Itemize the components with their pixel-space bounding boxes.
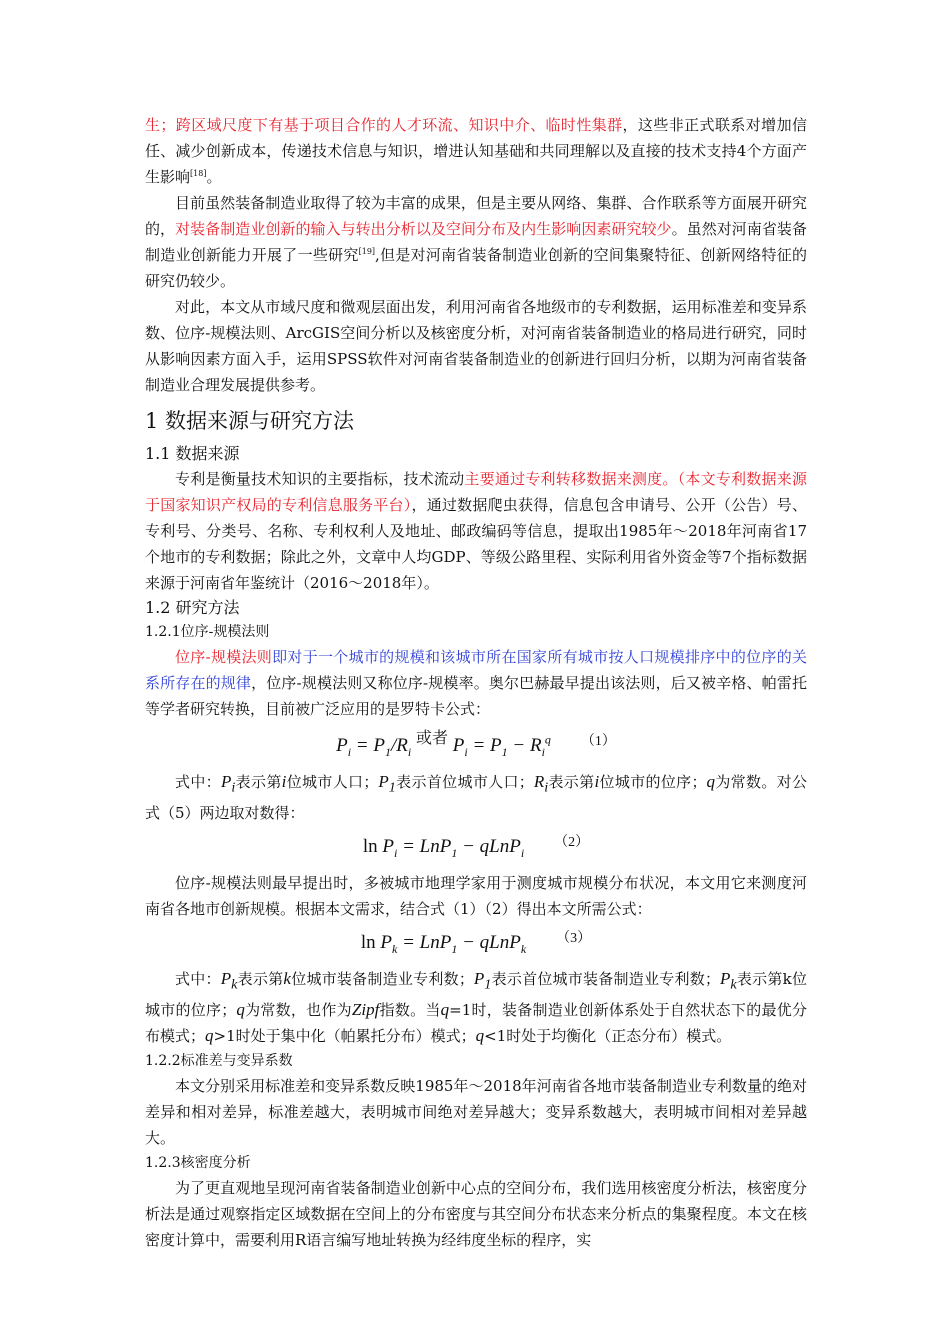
citation-19[interactable]: [19] bbox=[358, 247, 376, 256]
equation-1: $P_i = P_1/R_i$ $^{或者}$ $P_i = P_1 - R_i^q$ $^{(1)}$ bbox=[336, 730, 616, 759]
intro-paragraph-3: 对此，本文从市域尺度和微观层面出发，利用河南省各地级市的专利数据，运用标准差和变异系数、位序-规模法则、ArcGIS空间分析以及核密度分析，对河南省装备制造业的格局进行研究，同时从影响因素方面入手，运用SPSS软件对河南省装备制造业的创新进行回归分析，以期为河南省装备制造业合理发展提供参考。 bbox=[145, 298, 807, 394]
kernel-density-paragraph: 为了更直观地呈现河南省装备制造业创新中心点的空间分布，我们选用核密度分析法，核密度分析法是通过观察指定区域数据在空间上的分布密度与其空间分布状态来分析点的集聚程度。本文在核密度计算中，需要利用R语言编写地址转换为经纬度坐标的程序，实 bbox=[145, 1179, 807, 1250]
std-deviation-paragraph: 本文分别采用标准差和变异系数反映1985年～2018年河南省各地市装备制造业专利数量的绝对差异和相对差异，标准差越大，表明城市间绝对差异越大；变异系数越大，表明城市间相对差异越大。 bbox=[145, 1077, 807, 1148]
section-1-2-heading: 1.2 研究方法 bbox=[145, 598, 240, 617]
section-1-heading: 1 数据来源与研究方法 bbox=[145, 409, 355, 433]
intro-paragraph-1: 生；跨区域尺度下有基于项目合作的人才环流、知识中介、临时性集群，这些非正式联系对增加信任、减少创新成本，传递技术信息与知识，增进认知基础和共同理解以及直接的技术支持4个方面产生影响[18]。 bbox=[145, 116, 807, 186]
section-1-1-heading: 1.1 数据来源 bbox=[145, 444, 240, 463]
section-1-2-3-heading: 1.2.3核密度分析 bbox=[145, 1155, 251, 1172]
equation-2: $\ln P_i = LnP_1$ − qLnP$_i^{(2)}$ bbox=[362, 835, 590, 860]
data-source-paragraph: 专利是衡量技术知识的主要指标，技术流动主要通过专利转移数据来测度。（本文专利数据来源于国家知识产权局的专利信息服务平台），通过数据爬虫获得，信息包含申请号、公开（公告）号、专利号、分类号、名称、专利权利人及地址、邮政编码等信息，提取出1985年～2018年河南省17个地市的专利数据；除此之外，文章中人均GDP、等级公路里程、实际利用省外资金等7个指标数据来源于河南省年鉴统计（2016～2018年）。 bbox=[145, 470, 807, 592]
citation-18[interactable]: [18] bbox=[190, 169, 207, 178]
rank-size-application-paragraph: 位序-规模法则最早提出时，多被城市地理学家用于测度城市规模分布状况，本文用它来测度河南省各地市创新规模。根据本文需求，结合式（1）（2）得出本文所需公式： bbox=[145, 873, 807, 918]
equation-1-explanation: 式中：$P_i$表示第i位城市人口；$P_1$表示首位城市人口；$R_i$表示第i位城市的位序；q为常数。对公式（5）两边取对数得： bbox=[145, 771, 807, 823]
rank-size-paragraph: 位序-规模法则即对于一个城市的规模和该城市所在国家所有城市按人口规模排序中的位序的关系所存在的规律，位序-规模法则又称位序-规模率。奥尔巴赫最早提出该法则，后又被辛格、帕雷托等学者研究转换，目前被广泛应用的是罗特卡公式： bbox=[145, 648, 807, 718]
intro-paragraph-2: 目前虽然装备制造业取得了较为丰富的成果，但是主要从网络、集群、合作联系等方面展开研究的，对装备制造业创新的输入与转出分析以及空间分布及内生影响因素研究较少。虽然对河南省装备制造业创新能力开展了一些研究[19],但是对河南省装备制造业创新的空间集聚特征、创新网络特征的研究仍较少。 bbox=[145, 194, 807, 290]
paper-page bbox=[145, 112, 807, 1253]
section-1-2-2-heading: 1.2.2标准差与变异系数 bbox=[145, 1053, 293, 1070]
equation-3-explanation: 式中：$P_k$表示第k位城市装备制造业专利数；$P_1$表示首位城市装备制造业专利数；$P_k$表示第k位城市的位序；q为常数，也作为Zipf指数。当q=1时，装备制造业创新体系处于自然状态下的最优分布模式；q>1时处于集中化（帕累托分布）模式；q<1时处于均衡化（正态分布）模式。 bbox=[145, 968, 807, 1046]
section-1-2-1-heading: 1.2.1位序-规模法则 bbox=[145, 624, 270, 640]
equation-3: $\ln P_k = LnP_1$ − qLnP$_k^{(3)}$ bbox=[360, 930, 592, 956]
